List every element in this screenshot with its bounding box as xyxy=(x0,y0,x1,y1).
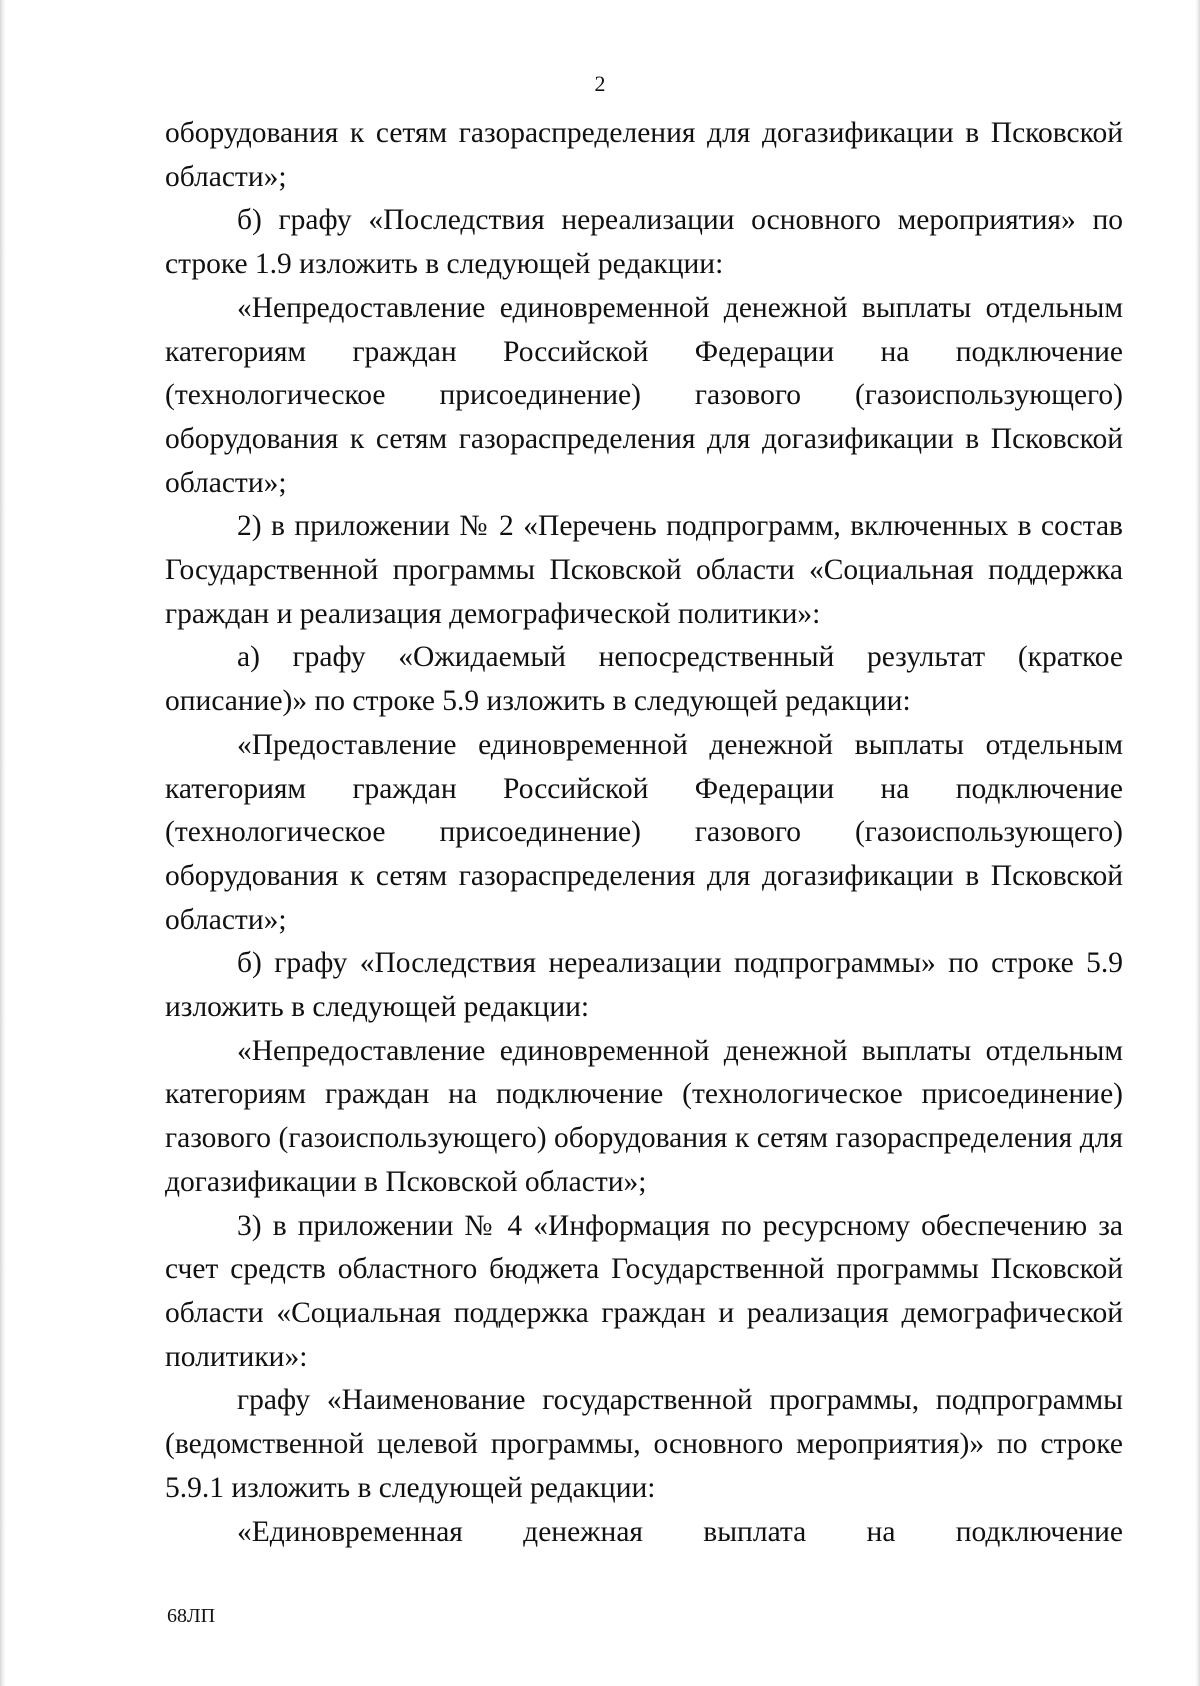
paragraph: а) графу «Ожидаемый непосредственный результат (краткое описание)» по строке 5.9 изложить в следующей редакции: xyxy=(165,641,1123,718)
paragraph: «Предоставление единовременной денежной выплаты отдельным категориям граждан Российской Федерации на подключение (технологическое присоединение) газового (газоиспользующего) оборудования к сетям газораспределения для догазификации в Псковской области»; xyxy=(165,728,1123,936)
paragraph: «Непредоставление единовременной денежной выплаты отдельным категориям граждан Российской Федерации на подключение (технологическое присоединение) газового (газоиспользующего) оборудования к сетям газораспределения для догазификации в Псковской области»; xyxy=(165,291,1123,499)
paragraph: 3) в приложении № 4 «Информация по ресурсному обеспечению за счет средств областного бюджета Государственной программы Псковской области «Социальная поддержка граждан и реализация демографической политики»: xyxy=(165,1209,1123,1373)
scan-edge-right xyxy=(1195,0,1200,1686)
paragraph: «Непредоставление единовременной денежной выплаты отдельным категориям граждан на подключение (технологическое присоединение) газового (газоиспользующего) оборудования к сетям газораспределения для догазификации в Псковской области»; xyxy=(165,1034,1123,1198)
footer-document-code: 68ЛП xyxy=(167,1605,216,1627)
paragraph: графу «Наименование государственной программы, подпрограммы (ведомственной целевой программы, основного мероприятия)» по строке 5.9.1 изложить в следующей редакции: xyxy=(165,1384,1123,1504)
document-body xyxy=(165,112,1123,1554)
paragraph-last: «Единовременная денежная выплата на подключение xyxy=(237,1515,1123,1548)
paragraph: б) графу «Последствия нереализации подпрограммы» по строке 5.9 изложить в следующей редакции: xyxy=(165,947,1123,1024)
scan-edge-left xyxy=(0,0,6,1686)
paragraph: б) графу «Последствия нереализации основного мероприятия» по строке 1.9 изложить в следующей редакции: xyxy=(165,204,1123,281)
paragraph: 2) в приложении № 2 «Перечень подпрограмм, включенных в состав Государственной программы Псковской области «Социальная поддержка граждан и реализация демографической политики»: xyxy=(165,510,1123,630)
paragraph-continuation: оборудования к сетям газораспределения для догазификации в Псковской области»; xyxy=(165,117,1123,193)
page-number: 2 xyxy=(594,71,606,96)
